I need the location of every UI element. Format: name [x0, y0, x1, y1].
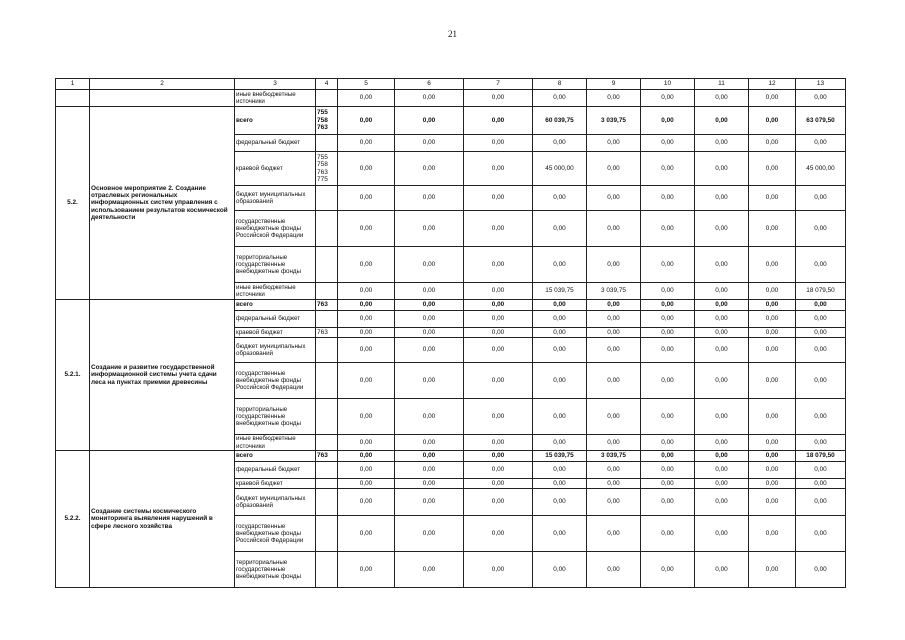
column-header-8: 8	[533, 79, 587, 90]
value-cell-col-7: 0,00	[464, 300, 533, 311]
value-cell-col-5: 0,00	[338, 489, 395, 516]
section-title: Основное мероприятие 2. Создание отраслевых региональных информационных систем управления с использованием результатов космической деятельности	[90, 107, 235, 300]
value-cell-col-11: 0,00	[695, 338, 749, 363]
value-cell-col-11: 0,00	[695, 311, 749, 328]
value-cell-col-7: 0,00	[464, 552, 533, 588]
value-cell-col-8: 15 039,75	[533, 283, 587, 300]
value-cell-col-9: 0,00	[587, 399, 641, 435]
value-cell-col-7: 0,00	[464, 90, 533, 107]
column-header-2: 2	[90, 79, 235, 90]
value-cell-col-12: 0,00	[749, 211, 796, 247]
value-cell-col-6: 0,00	[395, 247, 464, 283]
value-cell-col-11: 0,00	[695, 479, 749, 489]
value-cell-col-12: 0,00	[749, 489, 796, 516]
value-cell-col-7: 0,00	[464, 479, 533, 489]
value-cell-col-13: 0,00	[796, 328, 846, 338]
value-cell-col-9: 0,00	[587, 462, 641, 479]
value-cell-col-8: 0,00	[533, 328, 587, 338]
value-cell-col-9: 3 039,75	[587, 451, 641, 462]
value-cell-col-10: 0,00	[641, 338, 695, 363]
value-cell-col-9: 0,00	[587, 211, 641, 247]
value-cell-col-7: 0,00	[464, 311, 533, 328]
value-cell-col-9: 0,00	[587, 363, 641, 399]
table-row	[56, 300, 846, 311]
code-cell: 755 758 763 775	[316, 152, 338, 186]
code-cell	[316, 435, 338, 451]
value-cell-col-7: 0,00	[464, 211, 533, 247]
value-cell-col-7: 0,00	[464, 135, 533, 152]
funding-source-cell: иные внебюджетные источники	[235, 435, 316, 451]
value-cell-col-8: 0,00	[533, 489, 587, 516]
value-cell-col-11: 0,00	[695, 435, 749, 451]
section-title: Создание и развитие государственной информационной системы учета сдачи леса на пунктах приемки древесины	[90, 300, 235, 451]
funding-source-cell: краевой бюджет	[235, 152, 316, 186]
value-cell-col-5: 0,00	[338, 300, 395, 311]
funding-source-cell: федеральный бюджет	[235, 311, 316, 328]
column-header-7: 7	[464, 79, 533, 90]
value-cell-col-11: 0,00	[695, 247, 749, 283]
value-cell-col-11: 0,00	[695, 135, 749, 152]
value-cell-col-9: 0,00	[587, 479, 641, 489]
value-cell-col-9: 0,00	[587, 435, 641, 451]
value-cell-col-12: 0,00	[749, 451, 796, 462]
value-cell-col-12: 0,00	[749, 338, 796, 363]
value-cell-col-12: 0,00	[749, 135, 796, 152]
value-cell-col-5: 0,00	[338, 283, 395, 300]
value-cell-col-5: 0,00	[338, 135, 395, 152]
value-cell-col-6: 0,00	[395, 300, 464, 311]
funding-source-cell: иные внебюджетные источники	[235, 283, 316, 300]
code-cell: 763	[316, 451, 338, 462]
code-cell	[316, 283, 338, 300]
value-cell-col-13: 0,00	[796, 435, 846, 451]
table-row	[56, 90, 846, 107]
value-cell-col-5: 0,00	[338, 516, 395, 552]
value-cell-col-13: 0,00	[796, 300, 846, 311]
column-header-13: 13	[796, 79, 846, 90]
value-cell-col-9: 0,00	[587, 311, 641, 328]
value-cell-col-13: 0,00	[796, 516, 846, 552]
value-cell-col-5: 0,00	[338, 435, 395, 451]
value-cell-col-10: 0,00	[641, 435, 695, 451]
value-cell-col-9: 0,00	[587, 552, 641, 588]
value-cell-col-5: 0,00	[338, 247, 395, 283]
code-cell	[316, 552, 338, 588]
value-cell-col-11: 0,00	[695, 489, 749, 516]
value-cell-col-9: 0,00	[587, 247, 641, 283]
value-cell-col-11: 0,00	[695, 552, 749, 588]
value-cell-col-7: 0,00	[464, 399, 533, 435]
value-cell-col-8: 45 000,00	[533, 152, 587, 186]
value-cell-col-10: 0,00	[641, 107, 695, 135]
value-cell-col-6: 0,00	[395, 451, 464, 462]
funding-source-cell: федеральный бюджет	[235, 135, 316, 152]
value-cell-col-6: 0,00	[395, 90, 464, 107]
column-header-6: 6	[395, 79, 464, 90]
value-cell-col-5: 0,00	[338, 552, 395, 588]
funding-source-cell: всего	[235, 107, 316, 135]
value-cell-col-6: 0,00	[395, 152, 464, 186]
value-cell-col-13: 0,00	[796, 399, 846, 435]
value-cell-col-13: 0,00	[796, 135, 846, 152]
value-cell-col-11: 0,00	[695, 90, 749, 107]
value-cell-col-5: 0,00	[338, 211, 395, 247]
value-cell-col-8: 0,00	[533, 479, 587, 489]
code-cell: 763	[316, 328, 338, 338]
value-cell-col-6: 0,00	[395, 479, 464, 489]
code-cell	[316, 338, 338, 363]
value-cell-col-8: 0,00	[533, 462, 587, 479]
code-cell	[316, 479, 338, 489]
value-cell-col-7: 0,00	[464, 152, 533, 186]
value-cell-col-5: 0,00	[338, 90, 395, 107]
value-cell-col-7: 0,00	[464, 363, 533, 399]
value-cell-col-13: 18 079,50	[796, 283, 846, 300]
value-cell-col-5: 0,00	[338, 363, 395, 399]
value-cell-col-9: 0,00	[587, 186, 641, 211]
funding-source-cell: государственные внебюджетные фонды Российской Федерации	[235, 516, 316, 552]
value-cell-col-10: 0,00	[641, 311, 695, 328]
value-cell-col-6: 0,00	[395, 328, 464, 338]
code-cell	[316, 135, 338, 152]
value-cell-col-13: 0,00	[796, 186, 846, 211]
value-cell-col-10: 0,00	[641, 300, 695, 311]
value-cell-col-8: 0,00	[533, 247, 587, 283]
value-cell-col-8: 0,00	[533, 338, 587, 363]
value-cell-col-5: 0,00	[338, 451, 395, 462]
value-cell-col-6: 0,00	[395, 186, 464, 211]
value-cell-col-7: 0,00	[464, 328, 533, 338]
value-cell-col-10: 0,00	[641, 328, 695, 338]
page-number: 21	[448, 29, 457, 39]
value-cell-col-10: 0,00	[641, 363, 695, 399]
value-cell-col-10: 0,00	[641, 462, 695, 479]
funding-source-cell: краевой бюджет	[235, 479, 316, 489]
value-cell-col-6: 0,00	[395, 283, 464, 300]
funding-source-cell: федеральный бюджет	[235, 462, 316, 479]
value-cell-col-9: 0,00	[587, 152, 641, 186]
value-cell-col-8: 0,00	[533, 311, 587, 328]
value-cell-col-7: 0,00	[464, 107, 533, 135]
column-header-12: 12	[749, 79, 796, 90]
code-cell: 755 758 763	[316, 107, 338, 135]
value-cell-col-7: 0,00	[464, 186, 533, 211]
value-cell-col-7: 0,00	[464, 462, 533, 479]
value-cell-col-6: 0,00	[395, 516, 464, 552]
value-cell-col-13: 0,00	[796, 211, 846, 247]
value-cell-col-9: 3 039,75	[587, 283, 641, 300]
funding-source-cell: всего	[235, 300, 316, 311]
code-cell	[316, 211, 338, 247]
value-cell-col-12: 0,00	[749, 552, 796, 588]
funding-source-cell: государственные внебюджетные фонды Российской Федерации	[235, 363, 316, 399]
value-cell-col-9: 0,00	[587, 135, 641, 152]
funding-source-cell: территориальные государственные внебюджетные фонды	[235, 552, 316, 588]
value-cell-col-6: 0,00	[395, 211, 464, 247]
value-cell-col-8: 0,00	[533, 135, 587, 152]
value-cell-col-8: 0,00	[533, 90, 587, 107]
value-cell-col-9: 0,00	[587, 90, 641, 107]
value-cell-col-13: 0,00	[796, 90, 846, 107]
value-cell-col-10: 0,00	[641, 552, 695, 588]
funding-source-cell: иные внебюджетные источники	[235, 90, 316, 107]
value-cell-col-11: 0,00	[695, 399, 749, 435]
value-cell-col-5: 0,00	[338, 152, 395, 186]
code-cell	[316, 186, 338, 211]
funding-source-cell: бюджет муниципальных образований	[235, 338, 316, 363]
code-cell	[316, 516, 338, 552]
code-cell	[316, 363, 338, 399]
value-cell-col-7: 0,00	[464, 283, 533, 300]
value-cell-col-5: 0,00	[338, 479, 395, 489]
funding-source-cell: всего	[235, 451, 316, 462]
value-cell-col-9: 3 039,75	[587, 107, 641, 135]
empty-id-cell	[56, 90, 90, 107]
value-cell-col-8: 0,00	[533, 186, 587, 211]
value-cell-col-10: 0,00	[641, 516, 695, 552]
value-cell-col-6: 0,00	[395, 338, 464, 363]
value-cell-col-9: 0,00	[587, 489, 641, 516]
value-cell-col-6: 0,00	[395, 552, 464, 588]
funding-source-cell: бюджет муниципальных образований	[235, 186, 316, 211]
value-cell-col-10: 0,00	[641, 186, 695, 211]
table-row	[56, 451, 846, 462]
value-cell-col-5: 0,00	[338, 399, 395, 435]
value-cell-col-13: 0,00	[796, 338, 846, 363]
value-cell-col-12: 0,00	[749, 283, 796, 300]
section-number: 5.2.2.	[56, 451, 90, 588]
value-cell-col-12: 0,00	[749, 107, 796, 135]
column-header-11: 11	[695, 79, 749, 90]
value-cell-col-10: 0,00	[641, 135, 695, 152]
value-cell-col-8: 0,00	[533, 435, 587, 451]
funding-source-cell: территориальные государственные внебюджетные фонды	[235, 399, 316, 435]
value-cell-col-6: 0,00	[395, 363, 464, 399]
value-cell-col-12: 0,00	[749, 435, 796, 451]
value-cell-col-12: 0,00	[749, 186, 796, 211]
value-cell-col-8: 0,00	[533, 552, 587, 588]
value-cell-col-12: 0,00	[749, 247, 796, 283]
value-cell-col-9: 0,00	[587, 300, 641, 311]
funding-source-cell: территориальные государственные внебюджетные фонды	[235, 247, 316, 283]
code-cell	[316, 247, 338, 283]
value-cell-col-8: 0,00	[533, 363, 587, 399]
value-cell-col-11: 0,00	[695, 186, 749, 211]
value-cell-col-10: 0,00	[641, 211, 695, 247]
value-cell-col-11: 0,00	[695, 283, 749, 300]
value-cell-col-8: 0,00	[533, 399, 587, 435]
value-cell-col-6: 0,00	[395, 107, 464, 135]
value-cell-col-6: 0,00	[395, 435, 464, 451]
value-cell-col-12: 0,00	[749, 328, 796, 338]
value-cell-col-10: 0,00	[641, 489, 695, 516]
value-cell-col-11: 0,00	[695, 516, 749, 552]
value-cell-col-12: 0,00	[749, 363, 796, 399]
value-cell-col-7: 0,00	[464, 489, 533, 516]
value-cell-col-13: 18 079,50	[796, 451, 846, 462]
value-cell-col-11: 0,00	[695, 451, 749, 462]
value-cell-col-12: 0,00	[749, 516, 796, 552]
column-header-1: 1	[56, 79, 90, 90]
value-cell-col-8: 0,00	[533, 300, 587, 311]
value-cell-col-12: 0,00	[749, 399, 796, 435]
value-cell-col-5: 0,00	[338, 328, 395, 338]
value-cell-col-9: 0,00	[587, 516, 641, 552]
code-cell	[316, 311, 338, 328]
empty-name-cell	[90, 90, 235, 107]
code-cell: 763	[316, 300, 338, 311]
code-cell	[316, 399, 338, 435]
value-cell-col-11: 0,00	[695, 300, 749, 311]
column-header-4: 4	[316, 79, 338, 90]
value-cell-col-10: 0,00	[641, 451, 695, 462]
section-number: 5.2.1.	[56, 300, 90, 451]
value-cell-col-10: 0,00	[641, 247, 695, 283]
value-cell-col-12: 0,00	[749, 479, 796, 489]
value-cell-col-7: 0,00	[464, 435, 533, 451]
funding-source-cell: государственные внебюджетные фонды Российской Федерации	[235, 211, 316, 247]
value-cell-col-8: 0,00	[533, 516, 587, 552]
value-cell-col-13: 0,00	[796, 479, 846, 489]
value-cell-col-6: 0,00	[395, 489, 464, 516]
value-cell-col-13: 0,00	[796, 489, 846, 516]
column-header-10: 10	[641, 79, 695, 90]
value-cell-col-9: 0,00	[587, 328, 641, 338]
value-cell-col-13: 0,00	[796, 552, 846, 588]
column-header-5: 5	[338, 79, 395, 90]
value-cell-col-11: 0,00	[695, 328, 749, 338]
value-cell-col-7: 0,00	[464, 451, 533, 462]
value-cell-col-6: 0,00	[395, 135, 464, 152]
value-cell-col-13: 63 079,50	[796, 107, 846, 135]
value-cell-col-11: 0,00	[695, 363, 749, 399]
value-cell-col-12: 0,00	[749, 462, 796, 479]
value-cell-col-10: 0,00	[641, 479, 695, 489]
value-cell-col-11: 0,00	[695, 107, 749, 135]
value-cell-col-10: 0,00	[641, 90, 695, 107]
section-number: 5.2.	[56, 107, 90, 300]
table-body	[56, 90, 846, 588]
value-cell-col-11: 0,00	[695, 211, 749, 247]
value-cell-col-6: 0,00	[395, 311, 464, 328]
value-cell-col-5: 0,00	[338, 338, 395, 363]
value-cell-col-13: 45 000,00	[796, 152, 846, 186]
section-title: Создание системы космического мониторинга выявления нарушений в сфере лесного хозяйства	[90, 451, 235, 588]
value-cell-col-11: 0,00	[695, 462, 749, 479]
code-cell	[316, 489, 338, 516]
value-cell-col-6: 0,00	[395, 462, 464, 479]
table-row	[56, 107, 846, 135]
value-cell-col-8: 0,00	[533, 211, 587, 247]
value-cell-col-12: 0,00	[749, 90, 796, 107]
value-cell-col-13: 0,00	[796, 247, 846, 283]
value-cell-col-12: 0,00	[749, 300, 796, 311]
value-cell-col-7: 0,00	[464, 338, 533, 363]
value-cell-col-7: 0,00	[464, 516, 533, 552]
value-cell-col-10: 0,00	[641, 152, 695, 186]
value-cell-col-11: 0,00	[695, 152, 749, 186]
value-cell-col-10: 0,00	[641, 283, 695, 300]
value-cell-col-6: 0,00	[395, 399, 464, 435]
value-cell-col-5: 0,00	[338, 311, 395, 328]
funding-source-cell: краевой бюджет	[235, 328, 316, 338]
value-cell-col-5: 0,00	[338, 462, 395, 479]
value-cell-col-8: 60 039,75	[533, 107, 587, 135]
value-cell-col-10: 0,00	[641, 399, 695, 435]
code-cell	[316, 90, 338, 107]
budget-table	[55, 78, 846, 588]
value-cell-col-5: 0,00	[338, 186, 395, 211]
value-cell-col-7: 0,00	[464, 247, 533, 283]
column-header-9: 9	[587, 79, 641, 90]
value-cell-col-13: 0,00	[796, 363, 846, 399]
value-cell-col-5: 0,00	[338, 107, 395, 135]
value-cell-col-12: 0,00	[749, 152, 796, 186]
value-cell-col-12: 0,00	[749, 311, 796, 328]
column-header-3: 3	[235, 79, 316, 90]
value-cell-col-8: 15 039,75	[533, 451, 587, 462]
funding-source-cell: бюджет муниципальных образований	[235, 489, 316, 516]
header-row	[56, 79, 846, 90]
code-cell	[316, 462, 338, 479]
value-cell-col-13: 0,00	[796, 462, 846, 479]
value-cell-col-13: 0,00	[796, 311, 846, 328]
value-cell-col-9: 0,00	[587, 338, 641, 363]
